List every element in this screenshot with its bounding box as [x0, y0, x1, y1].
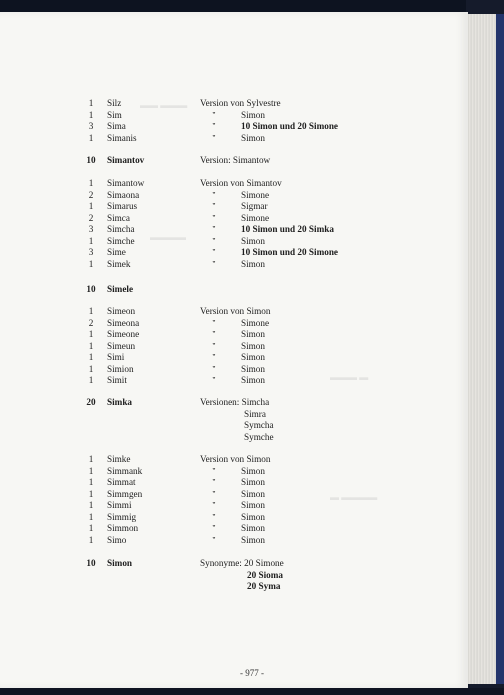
ditto-mark: "	[212, 225, 216, 233]
entry-name: Simmank	[107, 465, 143, 476]
ditto-mark: "	[212, 248, 216, 256]
entry-description: Simone	[241, 212, 270, 223]
entry-count: 10	[86, 558, 96, 568]
ditto-mark: "	[212, 259, 216, 268]
ditto-mark: "	[212, 330, 216, 338]
entry-count: 1	[88, 534, 94, 545]
ditto-mark: "	[212, 236, 216, 245]
entry-description: Simon	[241, 363, 265, 374]
entry-count: 1	[88, 477, 94, 487]
entry-description: Simon	[241, 465, 265, 476]
entry-description: Symche	[244, 431, 274, 442]
entry-description: Simon	[241, 375, 265, 385]
entry-description: Symcha	[244, 420, 274, 430]
entry-description: Simon	[241, 477, 265, 487]
entry-name: Silz	[107, 98, 122, 108]
entry-count: 1	[88, 523, 94, 533]
entry-name: Simmig	[107, 511, 137, 522]
entry-name: Simke	[107, 454, 131, 464]
entry-count: 1	[88, 201, 94, 211]
entry-description: 20 Sioma	[247, 569, 283, 580]
entry-name: Simmon	[107, 523, 139, 533]
entry-description: 10 Simon und 20 Simone	[241, 121, 339, 131]
entry-name: Simcha	[107, 224, 135, 234]
show-through: ▬▬▬▬ ▬	[330, 492, 378, 502]
ditto-mark: "	[212, 489, 216, 498]
entry-description: Versionen: Simcha	[200, 397, 270, 407]
page-edges	[466, 14, 496, 684]
entry-description: Version von Simon	[200, 454, 271, 464]
page-number: - 977 -	[240, 668, 264, 678]
entry-name: Simca	[107, 212, 130, 223]
entry-description: Simon	[241, 511, 265, 522]
entry-count: 20	[86, 397, 96, 407]
show-through: ▬▬▬▬	[150, 232, 186, 242]
ditto-mark: "	[212, 466, 216, 475]
entry-description: Simon	[241, 340, 265, 351]
entry-count: 1	[88, 178, 94, 188]
entry-name: Simon	[107, 558, 133, 568]
entry-count: 1	[88, 98, 94, 108]
entry-name: Simka	[107, 397, 133, 407]
entry-count: 1	[88, 375, 94, 385]
scan-top-border	[0, 0, 504, 12]
entry-description: Simone	[241, 189, 270, 200]
ditto-mark: "	[212, 376, 216, 384]
entry-count: 3	[88, 247, 94, 257]
entry-description: Simon	[241, 352, 265, 362]
ditto-mark: "	[212, 501, 216, 509]
entry-count: 2	[88, 212, 94, 223]
entry-description: Simon	[241, 500, 265, 510]
entry-count: 1	[88, 465, 94, 476]
ditto-mark: "	[212, 341, 216, 350]
entry-name: Simeone	[107, 329, 140, 339]
entry-count: 2	[88, 189, 94, 200]
ditto-mark: "	[212, 318, 216, 327]
entry-name: Sima	[107, 121, 126, 131]
entry-description: Simon	[241, 109, 265, 120]
ditto-mark: "	[212, 353, 216, 361]
entry-count: 1	[88, 340, 94, 351]
entry-count: 3	[88, 224, 94, 234]
entry-name: Simantow	[107, 178, 145, 188]
entry-count: 10	[86, 284, 96, 294]
entry-name: Simantov	[107, 155, 145, 165]
entry-count: 1	[88, 132, 94, 143]
entry-name: Simeun	[107, 340, 136, 351]
ditto-mark: "	[212, 133, 216, 142]
spine-binding	[496, 14, 504, 684]
entry-description: Synonyme: 20 Simone	[200, 558, 284, 568]
entry-count: 1	[88, 363, 94, 374]
entry-description: 10 Simon und 20 Simone	[241, 247, 339, 257]
entry-description: Simon	[241, 534, 265, 545]
entry-description: Simon	[241, 235, 265, 246]
entry-name: Simo	[107, 534, 127, 545]
entry-count: 1	[88, 235, 94, 246]
entry-name: Simi	[107, 352, 125, 362]
scan-bottom-border	[0, 688, 504, 695]
entry-name: Simion	[107, 363, 134, 374]
ditto-mark: "	[212, 512, 216, 521]
entry-description: Simon	[241, 329, 265, 339]
entry-name: Simarus	[107, 201, 138, 211]
entry-description: Version von Sylvestre	[200, 98, 281, 108]
entry-count: 1	[88, 329, 94, 339]
entry-name: Simit	[107, 375, 127, 385]
ditto-mark: "	[212, 364, 216, 373]
entry-count: 1	[88, 258, 94, 269]
show-through: ▬ ▬▬▬	[330, 372, 369, 382]
entry-name: Simanis	[107, 132, 137, 143]
entry-description: Version: Simantow	[200, 155, 271, 165]
ditto-mark: "	[212, 202, 216, 210]
entry-name: Simche	[107, 235, 135, 246]
entry-description: 10 Simon und 20 Simka	[241, 224, 334, 234]
entry-count: 1	[88, 511, 94, 522]
ditto-mark: "	[212, 213, 216, 222]
entry-description: Version von Simantov	[200, 178, 282, 188]
ditto-mark: "	[212, 110, 216, 119]
entry-count: 1	[88, 488, 94, 499]
entry-count: 3	[88, 121, 94, 131]
entry-name: Simele	[107, 284, 134, 294]
entry-description: 20 Syma	[247, 581, 281, 591]
show-through: ▬▬▬ ▬▬	[140, 100, 188, 110]
ditto-mark: "	[212, 190, 216, 199]
entry-name: Simeona	[107, 317, 140, 328]
entry-count: 1	[88, 306, 94, 316]
entry-count: 2	[88, 317, 94, 328]
entry-description: Sigmar	[241, 201, 268, 211]
entry-description: Simon	[241, 523, 265, 533]
entry-count: 1	[88, 500, 94, 510]
entry-name: Simek	[107, 258, 131, 269]
entry-name: Simeon	[107, 306, 136, 316]
ditto-mark: "	[212, 535, 216, 544]
entry-name: Sime	[107, 247, 126, 257]
ditto-mark: "	[212, 478, 216, 486]
entry-description: Simon	[241, 488, 265, 499]
entry-name: Simmat	[107, 477, 136, 487]
entry-count: 1	[88, 454, 94, 464]
entry-count: 10	[86, 155, 96, 165]
entry-description: Simone	[241, 317, 270, 328]
entry-description: Version von Simon	[200, 306, 271, 316]
entry-count: 1	[88, 109, 94, 120]
entry-name: Simaona	[107, 189, 140, 200]
document-page	[0, 12, 468, 688]
entry-name: Sim	[107, 109, 122, 120]
entry-description: Simon	[241, 258, 265, 269]
entry-name: Simmgen	[107, 488, 143, 499]
ditto-mark: "	[212, 122, 216, 130]
entry-description: Simra	[244, 408, 266, 419]
entry-count: 1	[88, 352, 94, 362]
entry-name: Simmi	[107, 500, 132, 510]
entry-description: Simon	[241, 132, 265, 143]
ditto-mark: "	[212, 524, 216, 532]
